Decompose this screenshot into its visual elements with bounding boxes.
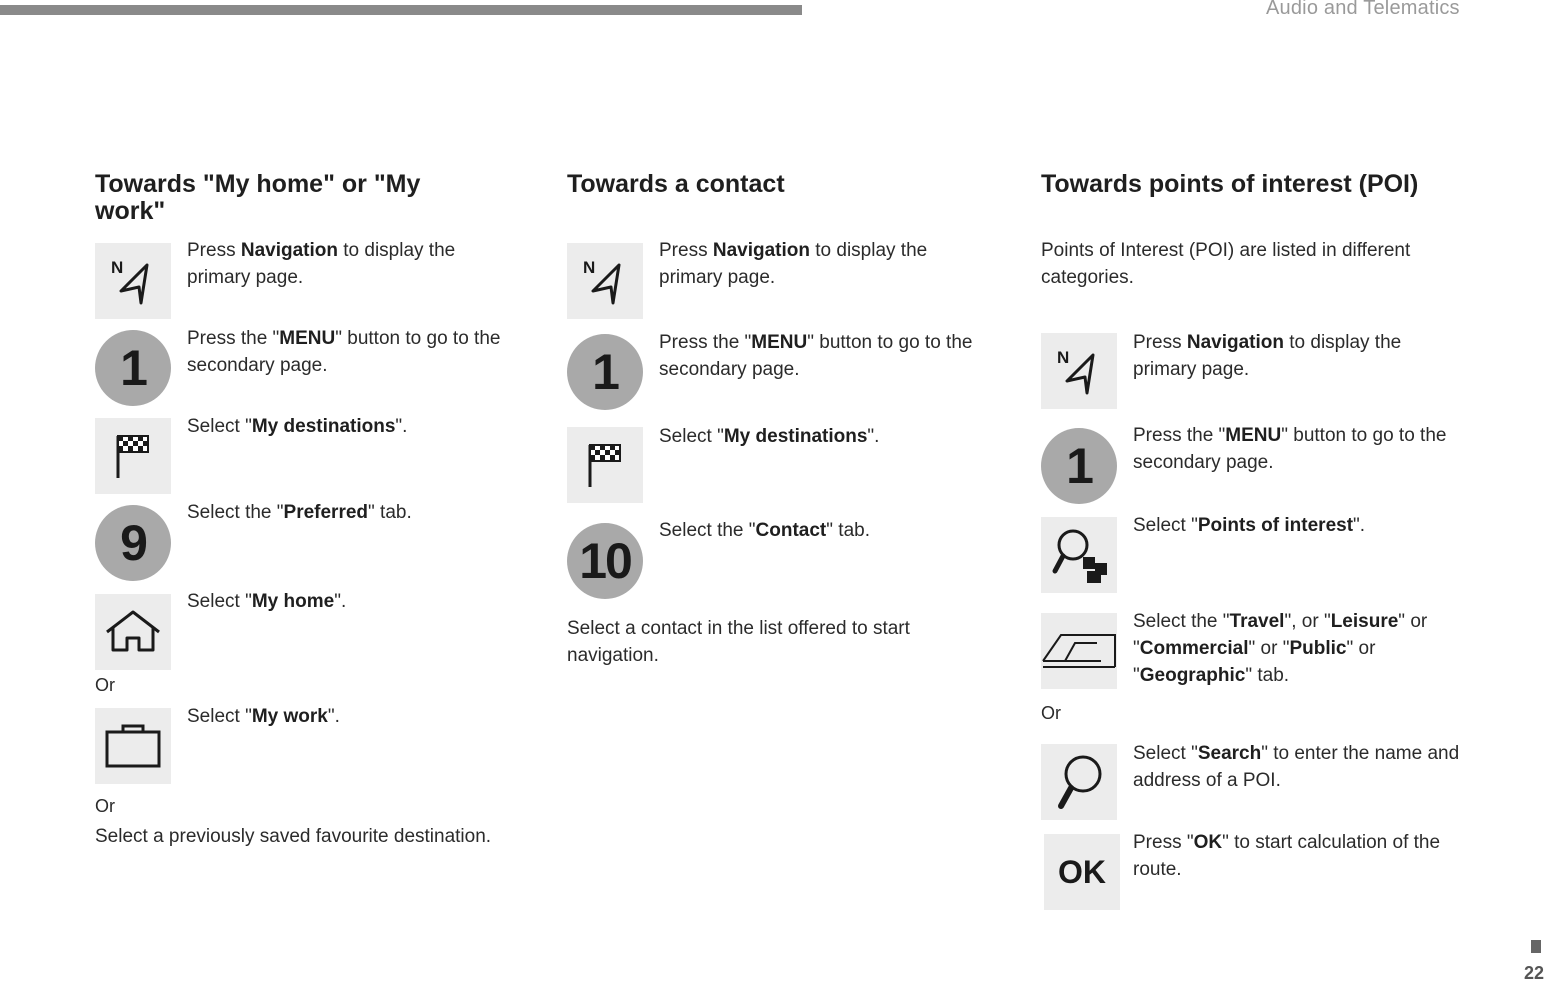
- instruction-text: Press the "MENU" button to go to the secondary page.: [187, 328, 501, 376]
- instruction-text: Press "OK" to start calculation of the route.: [1133, 832, 1441, 880]
- step-number-badge: 9: [95, 505, 171, 581]
- intro-text: Points of Interest (POI) are listed in different categories.: [1041, 240, 1411, 288]
- checkered-flag-icon: [580, 439, 630, 491]
- navigation-button[interactable]: [95, 243, 171, 319]
- section-title-home-work: Towards "My home" or "My work": [95, 170, 421, 225]
- step-number-badge: 1: [95, 330, 171, 406]
- navigation-compass-icon: [107, 255, 159, 307]
- magnifier-with-squares-icon: [1049, 525, 1109, 585]
- navigation-compass-icon: [1053, 345, 1105, 397]
- or-separator: Or: [95, 675, 115, 695]
- points-of-interest-button[interactable]: [1041, 517, 1117, 593]
- header-bar: [0, 5, 802, 15]
- my-destinations-button[interactable]: [95, 418, 171, 494]
- ok-button[interactable]: OK: [1044, 834, 1120, 910]
- section-title-contact: Towards a contact: [567, 170, 785, 198]
- briefcase-icon: [103, 720, 163, 772]
- magnifier-icon: [1049, 752, 1109, 812]
- or-separator: Or: [95, 796, 115, 816]
- step-number-badge: 1: [1041, 428, 1117, 504]
- instruction-text: Press the "MENU" button to go to the secondary page.: [1133, 425, 1447, 473]
- instruction-text: Select "My destinations".: [659, 426, 880, 447]
- instruction-text: Select the "Preferred" tab.: [187, 502, 412, 523]
- my-destinations-button[interactable]: [567, 427, 643, 503]
- navigation-button[interactable]: [567, 243, 643, 319]
- page-marker: [1531, 940, 1541, 953]
- section-title-poi: Towards points of interest (POI): [1041, 170, 1419, 198]
- page-header-title: Audio and Telematics: [1266, 0, 1460, 19]
- search-button[interactable]: [1041, 744, 1117, 820]
- navigation-button[interactable]: [1041, 333, 1117, 409]
- instruction-text: Select "Points of interest".: [1133, 515, 1366, 536]
- step-number-badge: 1: [567, 334, 643, 410]
- instruction-text: Select the "Travel", or "Leisure" or "Commercial" or "Public" or "Geographic" tab.: [1133, 611, 1428, 686]
- instruction-text: Press the "MENU" button to go to the secondary page.: [659, 332, 973, 380]
- svg-text:N: N: [1057, 348, 1070, 367]
- instruction-text: Press Navigation to display the primary page.: [659, 240, 928, 288]
- footer-text: Select a previously saved favourite destination.: [95, 826, 492, 847]
- instruction-text: Select "My work".: [187, 706, 340, 727]
- my-home-button[interactable]: [95, 594, 171, 670]
- or-separator: Or: [1041, 703, 1061, 723]
- step-number-badge: 10: [567, 523, 643, 599]
- svg-text:N: N: [111, 258, 124, 277]
- my-work-button[interactable]: [95, 708, 171, 784]
- house-icon: [103, 606, 163, 658]
- checkered-flag-icon: [108, 430, 158, 482]
- instruction-text: Press Navigation to display the primary page.: [1133, 332, 1402, 380]
- page-number: 22: [1524, 963, 1544, 983]
- svg-text:N: N: [583, 258, 596, 277]
- footer-text: Select a contact in the list offered to start navigation.: [567, 618, 910, 666]
- navigation-compass-icon: [579, 255, 631, 307]
- instruction-text: Select the "Contact" tab.: [659, 520, 870, 541]
- instruction-text: Press Navigation to display the primary page.: [187, 240, 456, 288]
- instruction-text: Select "My destinations".: [187, 416, 408, 437]
- instruction-text: Select "My home".: [187, 591, 347, 612]
- map-plane-icon: [1041, 631, 1117, 671]
- category-tab-button[interactable]: [1041, 613, 1117, 689]
- instruction-text: Select "Search" to enter the name and address of a POI.: [1133, 743, 1460, 791]
